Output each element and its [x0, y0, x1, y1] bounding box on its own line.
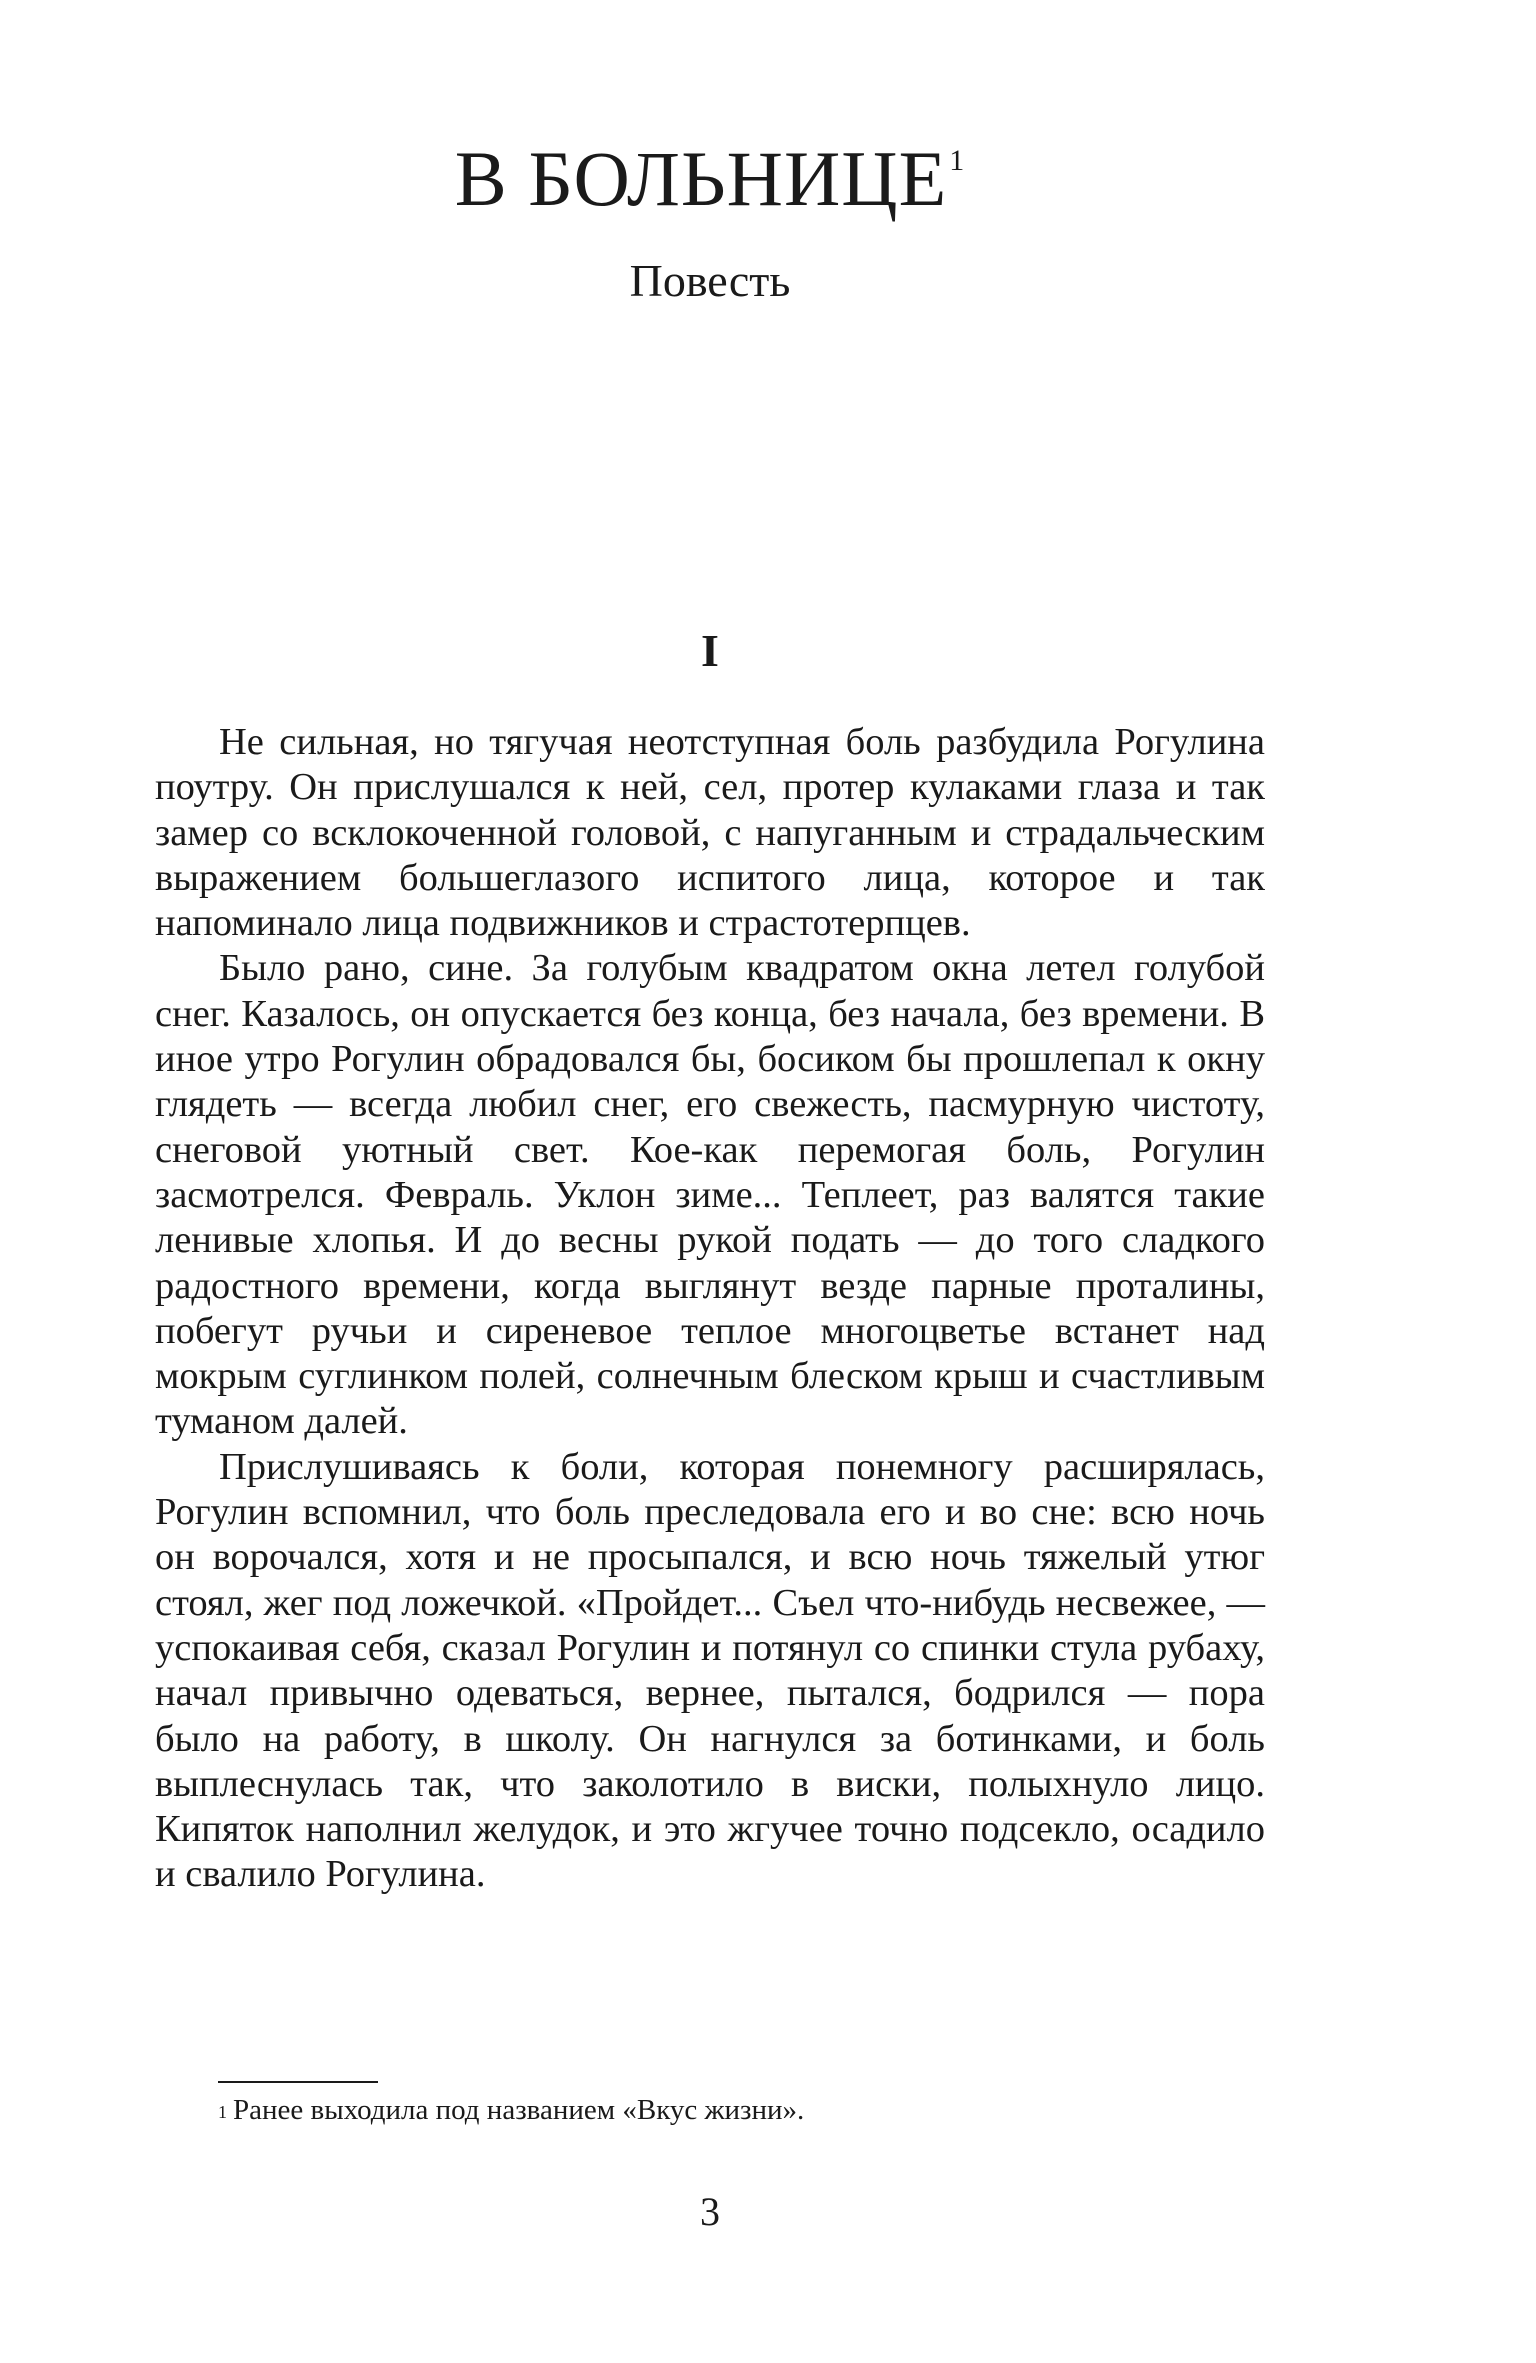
footnote-text: Ранее выходила под названием «Вкус жизни». — [233, 2094, 805, 2126]
footnote-marker: 1 — [218, 2102, 227, 2122]
body-text — [155, 720, 1265, 1898]
story-title-text: В БОЛЬНИЦЕ — [454, 135, 948, 222]
footnote-divider — [218, 2081, 378, 2083]
paragraph: Было рано, сине. За голубым квадратом окна летел голубой снег. Казалось, он опускается без конца, без начала, без времени. В иное утро Рогулин обрадовался бы, босиком бы прошлепал к окну глядеть — всегда любил снег, его свежесть, пасмурную чистоту, снеговой уютный свет. Кое-как перемогая боль, Рогулин засмотрелся. Февраль. Уклон зиме... Теплеет, раз валятся такие ленивые хлопья. И до весны рукой подать — до того сладкого радостного времени, когда выглянут везде парные проталины, побегут ручьи и сиреневое теплое многоцветье встанет над мокрым суглинком полей, солнечным блеском крыш и счастливым туманом далей. — [155, 947, 1265, 1443]
story-subtitle: Повесть — [629, 255, 791, 306]
page-number: 3 — [700, 2189, 720, 2234]
chapter-heading: I — [701, 625, 719, 676]
paragraph: Не сильная, но тягучая неотступная боль разбудила Рогулина поутру. Он прислушался к ней, сел, протер кулаками глаза и так замер со всклокоченной головой, с напуганным и страдальческим выражением большеглазого испитого лица, которое и так напоминало лица подвижников и страстотерпцев. — [155, 721, 1265, 945]
story-title — [0, 135, 1420, 222]
paragraph: Прислушиваясь к боли, которая понемногу расширялась, Рогулин вспомнил, что боль преследовала его и во сне: всю ночь он ворочался, хотя и не просыпался, и всю ночь тяжелый утюг стоял, жег под ложечкой. «Пройдет... Съел что-нибудь несвежее, — успокаивая себя, сказал Рогулин и потянул со спинки стула рубаху, начал привычно одеваться, вернее, пытался, бодрился — пора было на работу, в школу. Он нагнулся за ботинками, и боль выплеснулась так, что заколотило в виски, полыхнуло лицо. Кипяток наполнил желудок, и это жгучее точно подсекло, осадило и свалило Рогулина. — [155, 1445, 1265, 1896]
title-footnote-marker[interactable]: 1 — [949, 144, 966, 177]
footnote — [218, 2092, 1258, 2128]
